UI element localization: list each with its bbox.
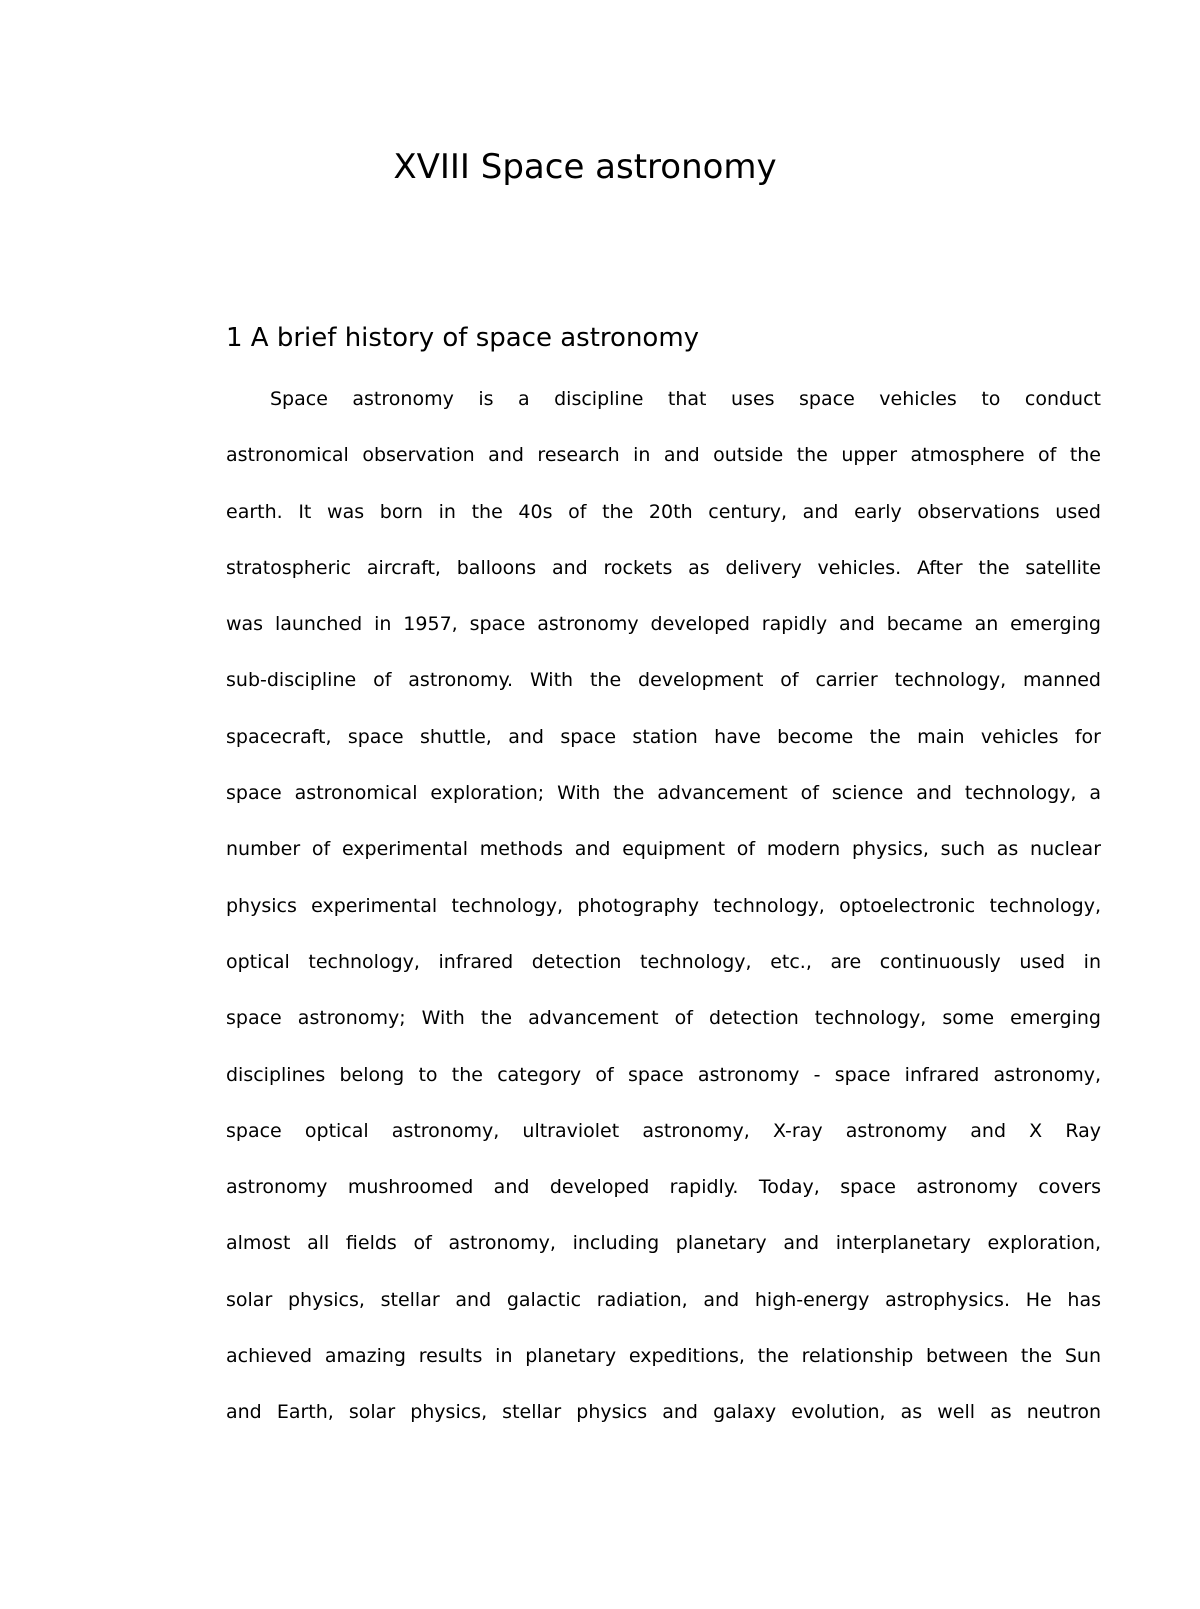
paragraph-line: earth. It was born in the 40s of the 20th century, and early observations used <box>226 500 1101 523</box>
paragraph-line: and Earth, solar physics, stellar physics and galaxy evolution, as well as neutron <box>226 1401 1101 1424</box>
paragraph-line: was launched in 1957, space astronomy developed rapidly and became an emerging <box>226 613 1101 636</box>
paragraph-line: solar physics, stellar and galactic radiation, and high-energy astrophysics. He has <box>226 1288 1101 1311</box>
paragraph-line: space astronomical exploration; With the advancement of science and technology, a <box>226 782 1101 805</box>
paragraph-line: spacecraft, space shuttle, and space station have become the main vehicles for <box>226 725 1101 748</box>
paragraph-line: number of experimental methods and equipment of modern physics, such as nuclear <box>226 838 1101 861</box>
paragraph-line: physics experimental technology, photography technology, optoelectronic technology, <box>226 894 1101 917</box>
paragraph-line: almost all fields of astronomy, including planetary and interplanetary exploration, <box>226 1232 1101 1255</box>
paragraph-line: sub-discipline of astronomy. With the development of carrier technology, manned <box>226 669 1101 692</box>
paragraph-line: astronomy mushroomed and developed rapidly. Today, space astronomy covers <box>226 1176 1101 1199</box>
chapter-title: XVIII Space astronomy <box>393 147 777 187</box>
section-heading: 1 A brief history of space astronomy <box>226 323 700 353</box>
paragraph-line: space optical astronomy, ultraviolet astronomy, X-ray astronomy and X Ray <box>226 1119 1101 1142</box>
paragraph-line: stratospheric aircraft, balloons and rockets as delivery vehicles. After the satellite <box>226 556 1101 579</box>
paragraph-line: space astronomy; With the advancement of detection technology, some emerging <box>226 1007 1101 1030</box>
paragraph-line: disciplines belong to the category of space astronomy - space infrared astronomy, <box>226 1063 1101 1086</box>
paragraph-line: astronomical observation and research in and outside the upper atmosphere of the <box>226 444 1101 467</box>
paragraph-line: achieved amazing results in planetary expeditions, the relationship between the Sun <box>226 1345 1101 1368</box>
paragraph-line: optical technology, infrared detection technology, etc., are continuously used in <box>226 950 1101 973</box>
paragraph-line: Space astronomy is a discipline that uses space vehicles to conduct <box>270 388 1101 410</box>
body-paragraph <box>226 374 1101 1444</box>
